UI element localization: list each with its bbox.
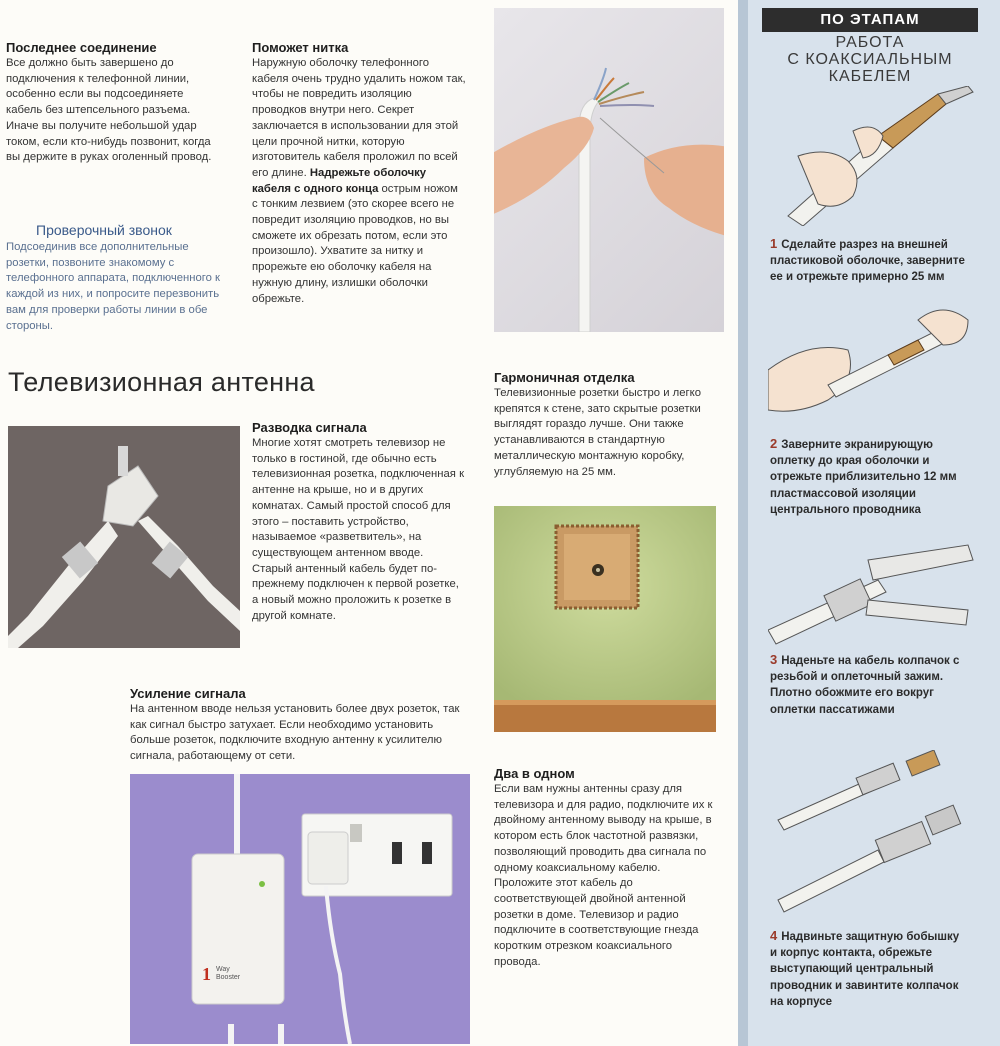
- section-text-thread: [252, 56, 466, 307]
- illustration-step-4: [768, 750, 978, 920]
- photo-cable-stripping: [494, 8, 724, 332]
- step-3-number: 3: [770, 652, 778, 667]
- photo-antenna-splitter: [8, 426, 240, 648]
- sidebar-subtitle: [762, 34, 978, 85]
- section-text-test-call: Подсоединив все дополнительные розетки, позвоните знакомому с телефонного аппарата, подключенного к каждой из них, и попросите перезвонить вам для проверки работы линии в обе стороны.: [6, 241, 220, 332]
- booster-label-line1: Way: [216, 966, 230, 973]
- section-heading-two-in-one: Два в одном: [494, 766, 575, 781]
- step-4-text: Надвиньте защитную бобышку и корпус контакта, обрежьте выступающий центральный проводник и завинтите колпачок на корпусе: [770, 931, 960, 1008]
- sidebar-subtitle-line1: РАБОТА: [835, 34, 905, 51]
- section-text-signal-amplification: На антенном вводе нельзя установить более двух розеток, так как сигнал быстро затухает. Если необходимо установить больше розеток, подключите входную антенну к усилителю сигнала, работающему от сети.: [130, 703, 460, 763]
- step-4-number: 4: [770, 928, 778, 943]
- section-text-signal-distribution: Многие хотят смотреть телевизор не только в гостиной, где обычно есть телевизионная розетка, подключенная к антенне на крыше, но и в других комнатах. Самый простой способ для этого – поставить устройство, называемое «разветвитель», на существующем антенном вводе. Старый антенный кабель будет по-прежнему подключен к первой розетке, а новый можно проложить к розетке в другой комнате.: [252, 437, 465, 622]
- booster-label-line2: Booster: [216, 974, 241, 981]
- step-3-text: Наденьте на кабель колпачок с резьбой и оплеточный зажим. Плотно обожмите его вокруг оплетки пассатижами: [770, 655, 960, 716]
- section-text-last-connection: Все должно быть завершено до подключения к телефонной линии, особенно если вы подсоединяете кабель без штепсельного разъема. Иначе вы получите небольшой удар током, если кто-нибудь позвонит, когда вы держите в руках оголенный провод.: [6, 57, 212, 164]
- section-text-harmonious-finish: Телевизионные розетки быстро и легко крепятся к стене, зато скрытые розетки выглядят гораздо лучше. Они также устанавливаются в стандартную металлическую монтажную коробку, углубляемую на 25 мм.: [494, 387, 702, 478]
- step-1-text: Сделайте разрез на внешней пластиковой оболочке, заверните ее и отрежьте примерно 25 мм: [770, 239, 965, 284]
- thread-text-part2: острым ножом с тонким лезвием (это скорее всего не повредит изоляцию проводков, но вы сможете их обрезать потом, если это произошло). Ухватите за нитку и прорежьте ею оболочку кабеля на нужную длину, излишки оболочки обрежьте.: [252, 182, 458, 305]
- illustration-step-3: [768, 540, 978, 650]
- section-heading-harmonious-finish: Гармоничная отделка: [494, 370, 635, 385]
- sidebar-subtitle-line3: КАБЕЛЕМ: [828, 68, 912, 85]
- page-title: Телевизионная антенна: [8, 367, 315, 397]
- step-2-text: Заверните экранирующую оплетку до края оболочки и отрежьте приблизительно 12 мм пластмассовой изоляции центрального проводника: [770, 439, 957, 516]
- sidebar-subtitle-line2: С КОАКСИАЛЬНЫМ: [787, 51, 953, 68]
- sidebar-step-1: [770, 236, 966, 286]
- section-heading-test-call: Проверочный звонок: [36, 222, 172, 238]
- photo-tv-wall-socket: [494, 506, 716, 732]
- thread-text-part1: Наружную оболочку телефонного кабеля очень трудно удалить ножом так, чтобы не повредить изоляцию проводков внутри него. Секрет заключается в использовании для этой цели прочной нитки, которую изготовитель кабеля проложил по всей его длине.: [252, 57, 466, 179]
- sidebar-step-2: [770, 436, 966, 518]
- sidebar-title: ПО ЭТАПАМ: [762, 8, 978, 32]
- thread-lead: Надрежьте оболочку кабеля с одного конца: [252, 166, 427, 195]
- illustration-step-1: [768, 86, 978, 226]
- sidebar-step-3: [770, 652, 966, 718]
- photo-signal-booster: [130, 774, 470, 1044]
- section-text-two-in-one: Если вам нужны антенны сразу для телевизора и для радио, подключите их к двойному антенному выводу на крыше, в котором есть блок частотной развязки, позволяющий проводить два сигнала по одному коаксиальному кабелю. Проложите этот кабель до соответствующей двойной антенной розетки в доме. Телевизор и радио подключите в соответствующие гнезда коротким отрезком коаксиального провода.: [494, 783, 713, 968]
- sidebar-step-4: [770, 928, 966, 1010]
- section-heading-signal-amplification: Усиление сигнала: [130, 686, 246, 701]
- booster-label-number: 1: [202, 964, 211, 984]
- section-heading-thread: Поможет нитка: [252, 40, 349, 55]
- section-heading-signal-distribution: Разводка сигнала: [252, 420, 367, 435]
- illustration-step-2: [768, 300, 978, 430]
- step-1-number: 1: [770, 236, 778, 251]
- step-2-number: 2: [770, 436, 778, 451]
- section-heading-last-connection: Последнее соединение: [6, 40, 157, 55]
